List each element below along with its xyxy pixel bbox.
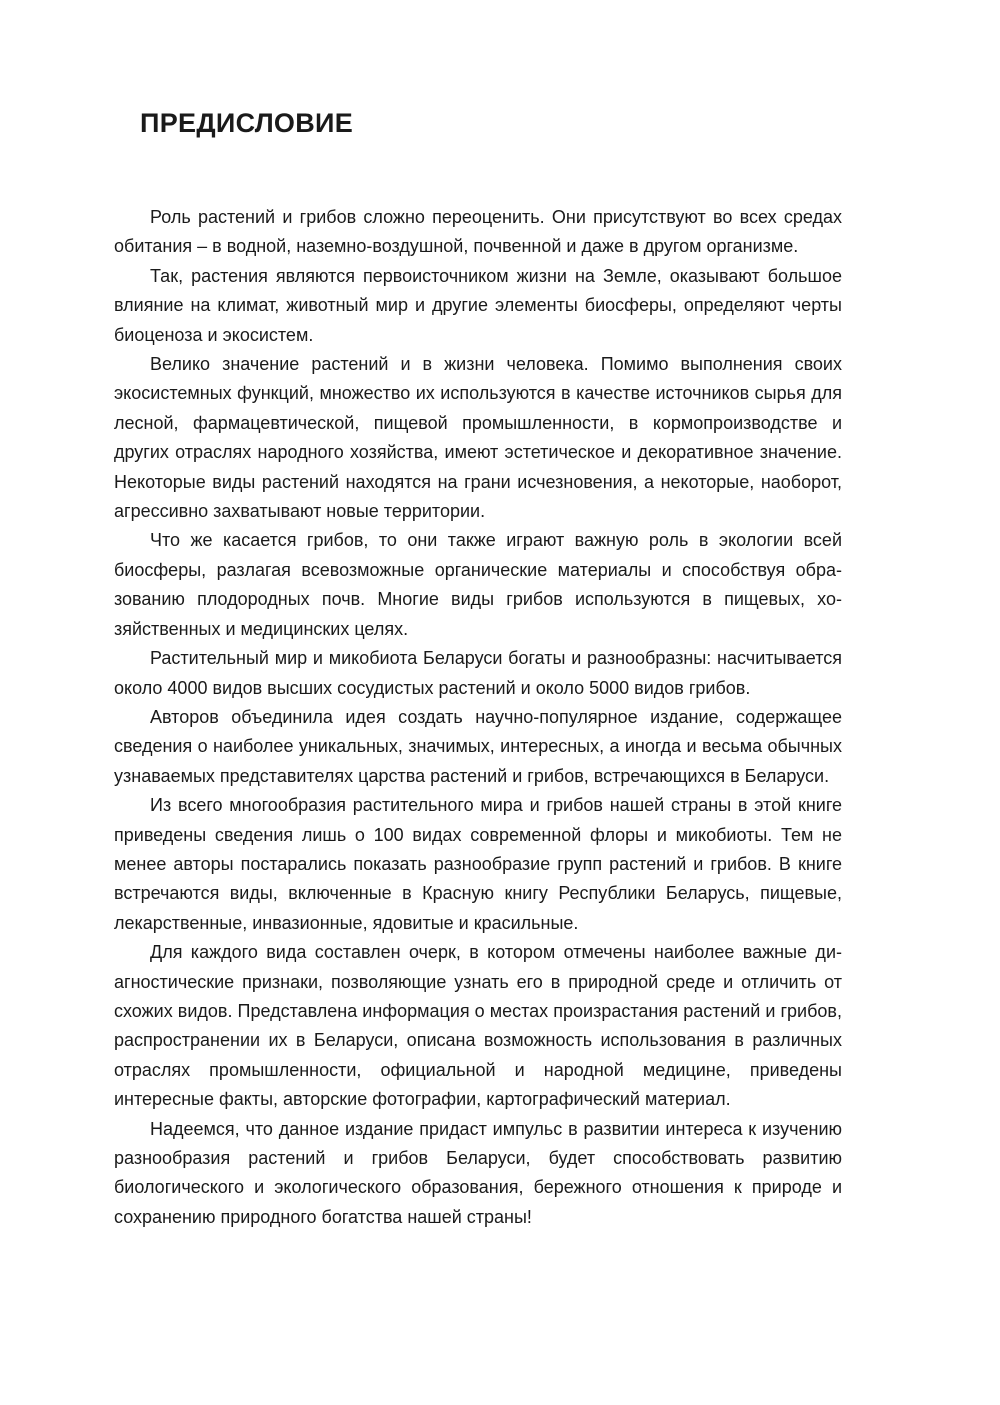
page-title: ПРЕДИСЛОВИЕ — [140, 108, 354, 138]
paragraph: Велико значение растений и в жизни человека. Помимо выполнения своих экосистемных функций, множество их используются в качестве источников сырья для лесной, фармацевтической, пищевой промышленности, в кормопроизводстве и других отраслях народного хозяйства, имеют эстетическое и декоративное значение. Некоторые виды растений находятся на грани исчезновения, а некоторые, наоборот, агрессивно захватывают новые территории. — [114, 354, 842, 522]
paragraph: Так, растения являются первоисточником жизни на Земле, оказывают большое влияние на климат, животный мир и другие элементы биосферы, определяют черты биоценоза и экосистем. — [114, 265, 842, 345]
paragraph: Для каждого вида составлен очерк, в котором отмечены наиболее важные диагностические признаки, позволяющие узнать его в природной среде и отличить от схожих видов. Представлена информация о местах произрастания растений и грибов, распространении их в Беларуси, описана возможность использования в различных отраслях промышленности, официальной и народной медицине, приведены интересные факты, авторские фотографии, картографический материал. — [114, 942, 842, 1110]
paragraph: Из всего многообразия растительного мира и грибов нашей страны в этой книге приведены сведения лишь о 100 видах современной флоры и микобиоты. Тем не менее авторы постарались показать разнообразие групп растений и грибов. В книге встречаются виды, включенные в Красную книгу Республики Беларусь, пищевые, лекарственные, инвазионные, ядовитые и красильные. — [114, 795, 842, 933]
paragraph: Растительный мир и микобиота Беларуси богаты и разнообразны: насчитывается около 4000 видов высших сосудистых растений и около 5000 видов грибов. — [114, 648, 842, 698]
paragraph: Авторов объединила идея создать научно-популярное издание, содержащее сведения о наиболее уникальных, значимых, интересных, а иногда и весьма обычных узнаваемых представителях царства растений и грибов, встречающихся в Беларуси. — [114, 706, 842, 786]
preface-body — [114, 203, 842, 1232]
paragraph: Что же касается грибов, то они также играют важную роль в экологии всей биосферы, разлагая всевозможные органические материалы и способствуя образованию плодородных почв. Многие виды грибов используются в пищевых, хозяйственных и медицинских целях. — [114, 530, 842, 639]
paragraph: Надеемся, что данное издание придаст импульс в развитии интереса к изучению разнообразия растений и грибов Беларуси, будет способствовать развитию биологического и экологического образования, бережного отношения к природе и сохранению природного богатства нашей страны! — [114, 1118, 842, 1227]
paragraph: Роль растений и грибов сложно переоценить. Они присутствуют во всех средах обитания – в водной, наземно-воздушной, почвенной и даже в другом организме. — [114, 207, 842, 257]
